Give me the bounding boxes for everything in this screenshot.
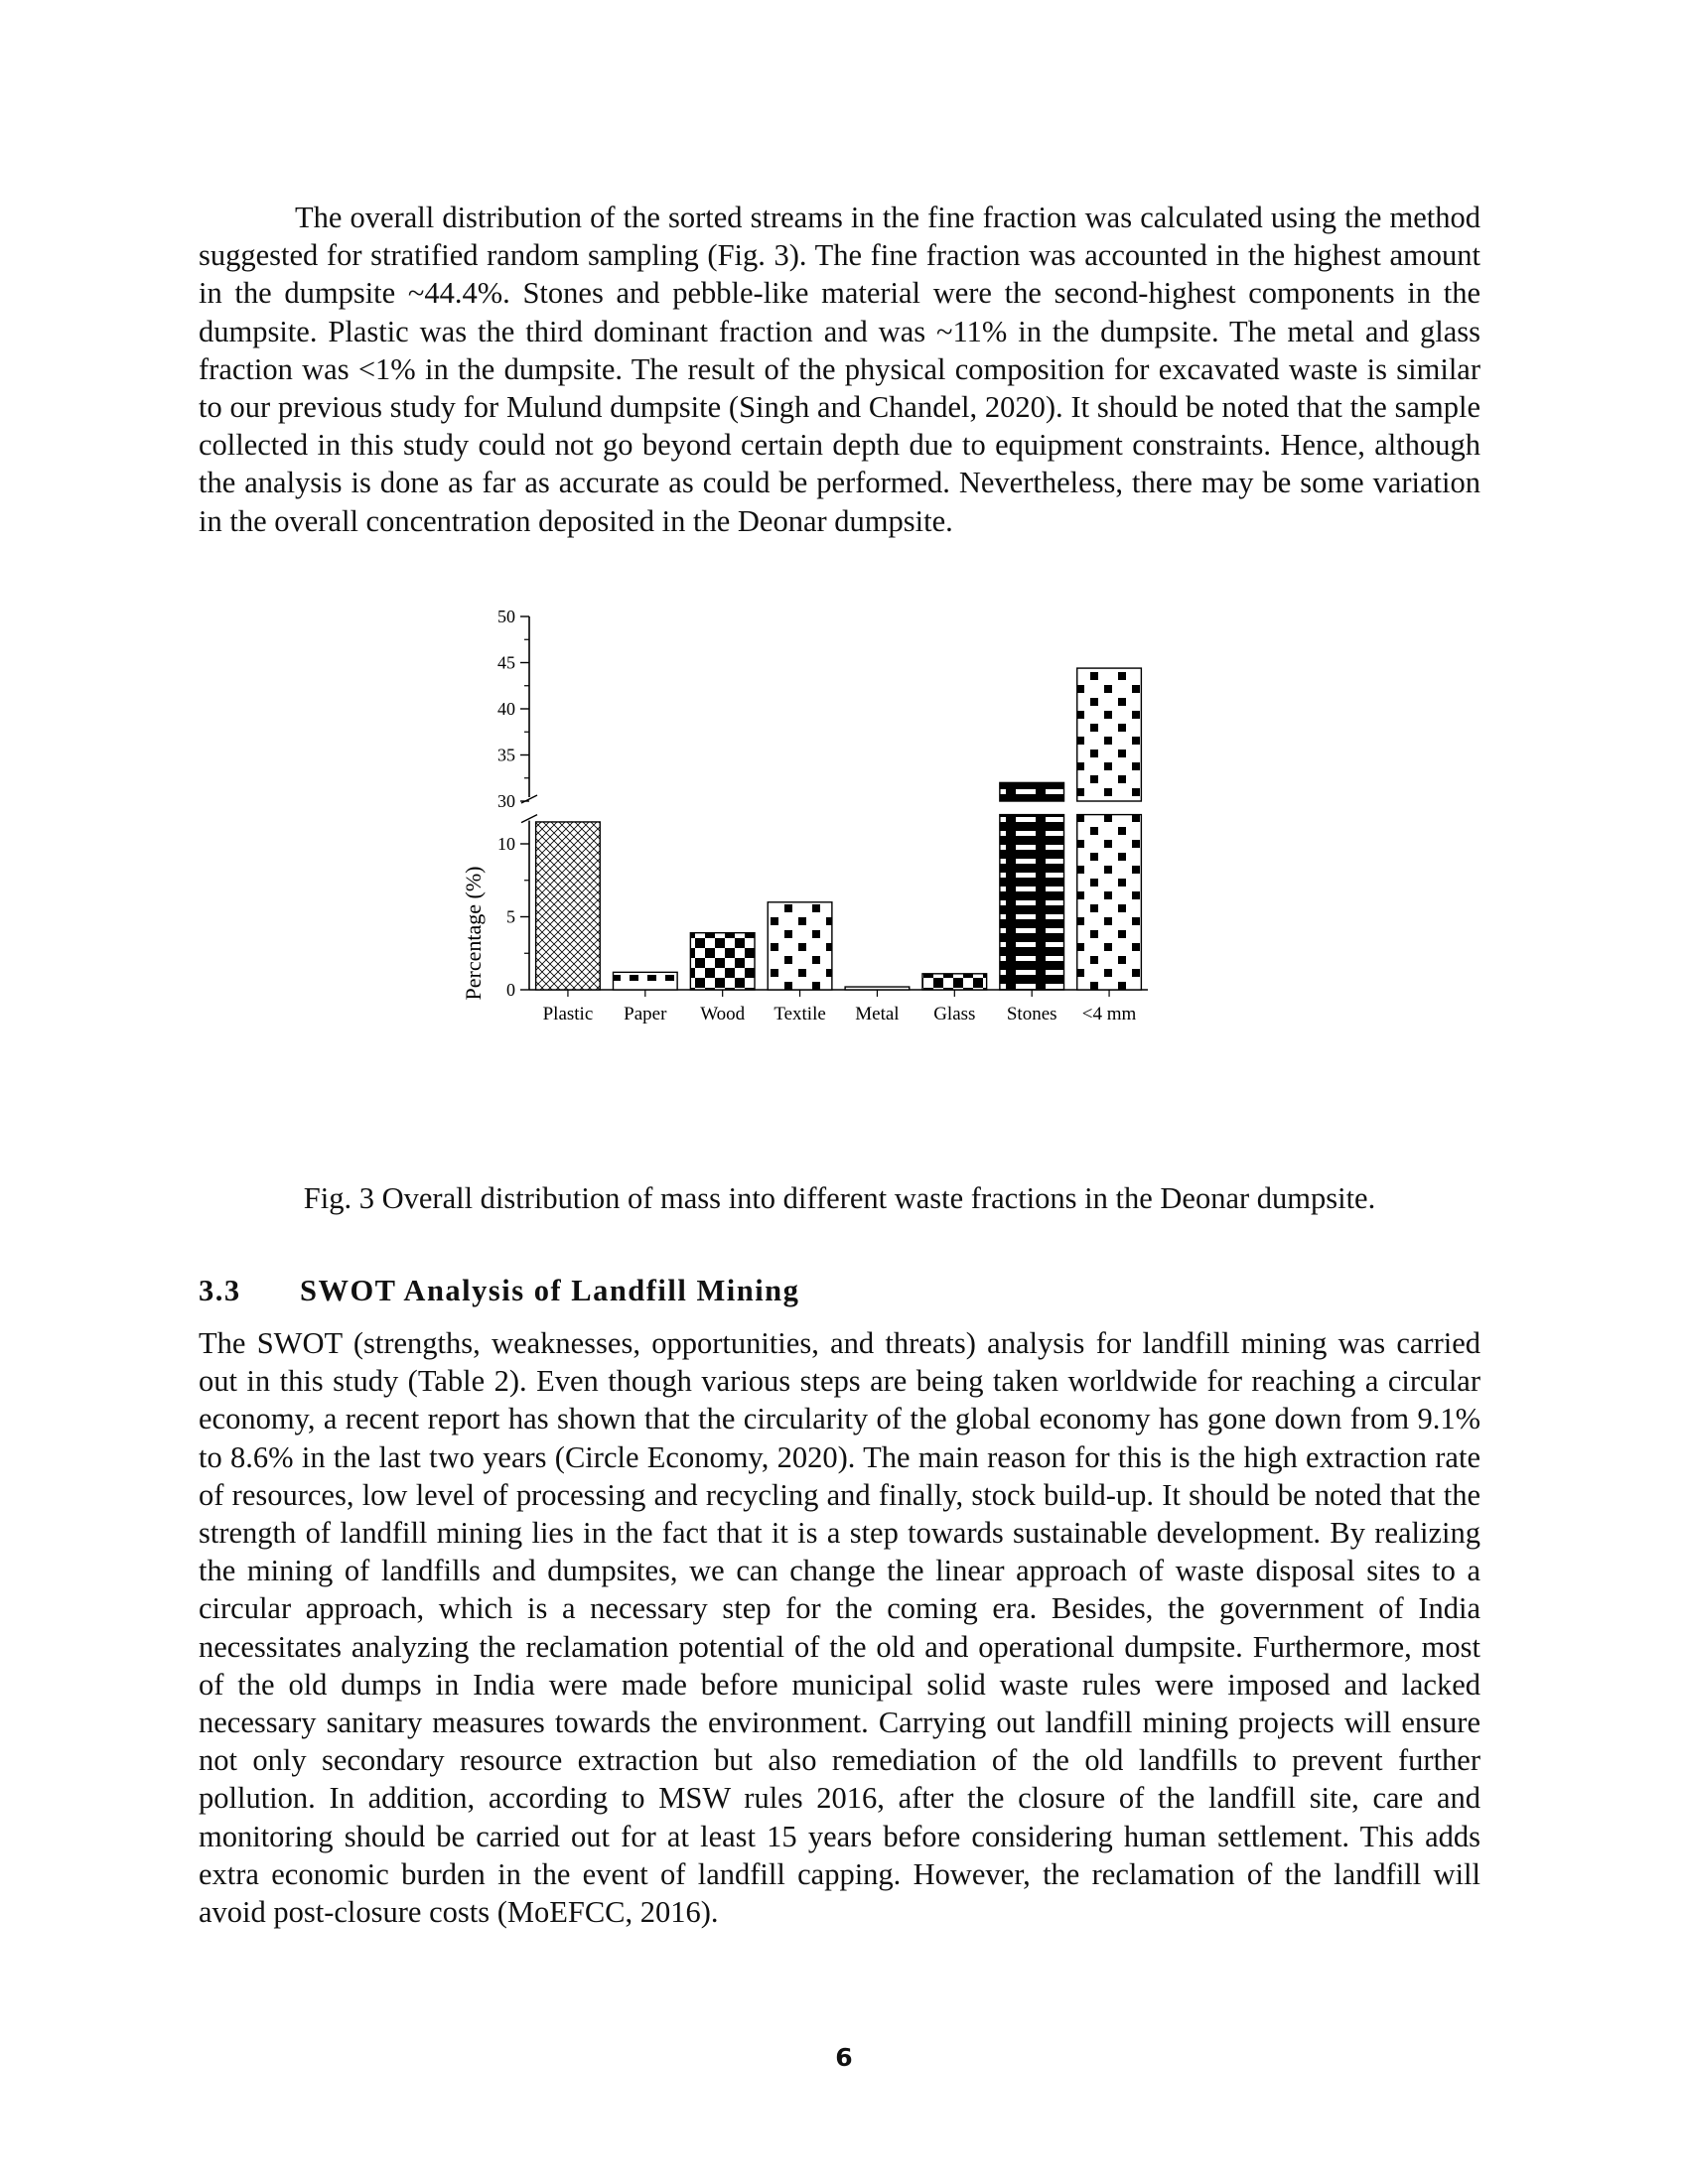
bar-paper (613, 972, 677, 990)
x-tick-label: Wood (700, 1004, 746, 1024)
x-tick-label: Stones (1006, 1004, 1057, 1024)
y-tick-label: 40 (497, 699, 515, 719)
section-number: 3.3 (199, 1274, 241, 1307)
bar-lower-stones (1000, 815, 1064, 990)
bar-textile (768, 902, 832, 990)
y-tick-label: 35 (497, 745, 515, 765)
y-axis-label: Percentage (%) (461, 866, 486, 1001)
x-tick-label: Metal (855, 1004, 900, 1024)
page-number: 6 (835, 2043, 853, 2072)
figure-caption: Fig. 3 Overall distribution of mass into different waste fractions in the Deonar dumpsite. (303, 1181, 1376, 1215)
y-tick-label: 30 (497, 791, 515, 811)
y-tick-label: 45 (497, 652, 515, 673)
chart-bars (536, 668, 1142, 990)
x-tick-label: Plastic (542, 1004, 594, 1024)
y-tick-label: 50 (497, 607, 515, 626)
body-paragraph: The SWOT (strengths, weaknesses, opportunities, and threats) analysis for landfill mining was carried out in this study (Table 2). Even though various steps are being taken worldwide for reaching a circular economy, a recent report has shown that the circularity of the global economy has gone down from 9.1% to 8.6% in the last two years (Circle Economy, 2020). The main reason for this is the high extraction rate of resources, low level of processing and recycling and finally, stock build-up. It should be noted that the strength of landfill mining lies in the fact that it is a step towards sustainable development. By realizing the mining of landfills and dumpsites, we can change the linear approach of waste disposal sites to a circular approach, which is a necessary step for the coming era. Besides, the government of India necessitates analyzing the reclamation potential of the old and operational dumpsite. Furthermore, most of the old dumps in India were made before municipal solid waste rules were imposed and lacked necessary sanitary measures towards the environment. Carrying out landfill mining projects will ensure not only secondary resource extraction but also remediation of the old landfills to prevent further pollution. In addition, according to MSW rules 2016, after the closure of the landfill site, care and monitoring should be carried out for at least 15 years before considering human settlement. This adds extra economic burden in the event of landfill capping. However, the reclamation of the landfill will avoid post-closure costs (MoEFCC, 2016). (199, 1326, 1480, 1930)
y-tick-label: 5 (506, 906, 515, 927)
y-tick-label: 10 (497, 834, 515, 854)
x-tick-label: Paper (624, 1004, 667, 1024)
bar-glass (922, 974, 987, 990)
bar-wood (690, 933, 755, 990)
section-heading (199, 1274, 799, 1308)
x-tick-label: <4 mm (1081, 1004, 1137, 1024)
bar-chart (447, 591, 1201, 1166)
body-paragraph: The overall distribution of the sorted streams in the fine fraction was calculated using the method suggested for stratified random sampling (Fig. 3). The fine fraction was accounted in the highest amount in the dumpsite ~44.4%. Stones and pebble-like material were the second-highest components in the dumpsite. Plastic was the third dominant fraction and was ~11% in the dumpsite. The metal and glass fraction was <1% in the dumpsite. The result of the physical composition for excavated waste is similar to our previous study for Mulund dumpsite (Singh and Chandel, 2020). It should be noted that the sample collected in this study could not go beyond certain depth due to equipment constraints. Hence, although the analysis is done as far as accurate as could be performed. Nevertheless, there may be some variation in the overall concentration deposited in the Deonar dumpsite. (199, 201, 1480, 538)
bar-lower-4mm (1077, 815, 1142, 990)
bar-plastic (536, 822, 601, 990)
section-title: SWOT Analysis of Landfill Mining (300, 1274, 800, 1307)
bar-upper-4mm (1077, 668, 1142, 801)
bar-metal (845, 987, 910, 990)
y-tick-label: 0 (506, 980, 515, 1000)
x-tick-label: Glass (933, 1004, 976, 1024)
x-tick-label: Textile (774, 1004, 826, 1024)
bar-upper-stones (1000, 782, 1064, 801)
